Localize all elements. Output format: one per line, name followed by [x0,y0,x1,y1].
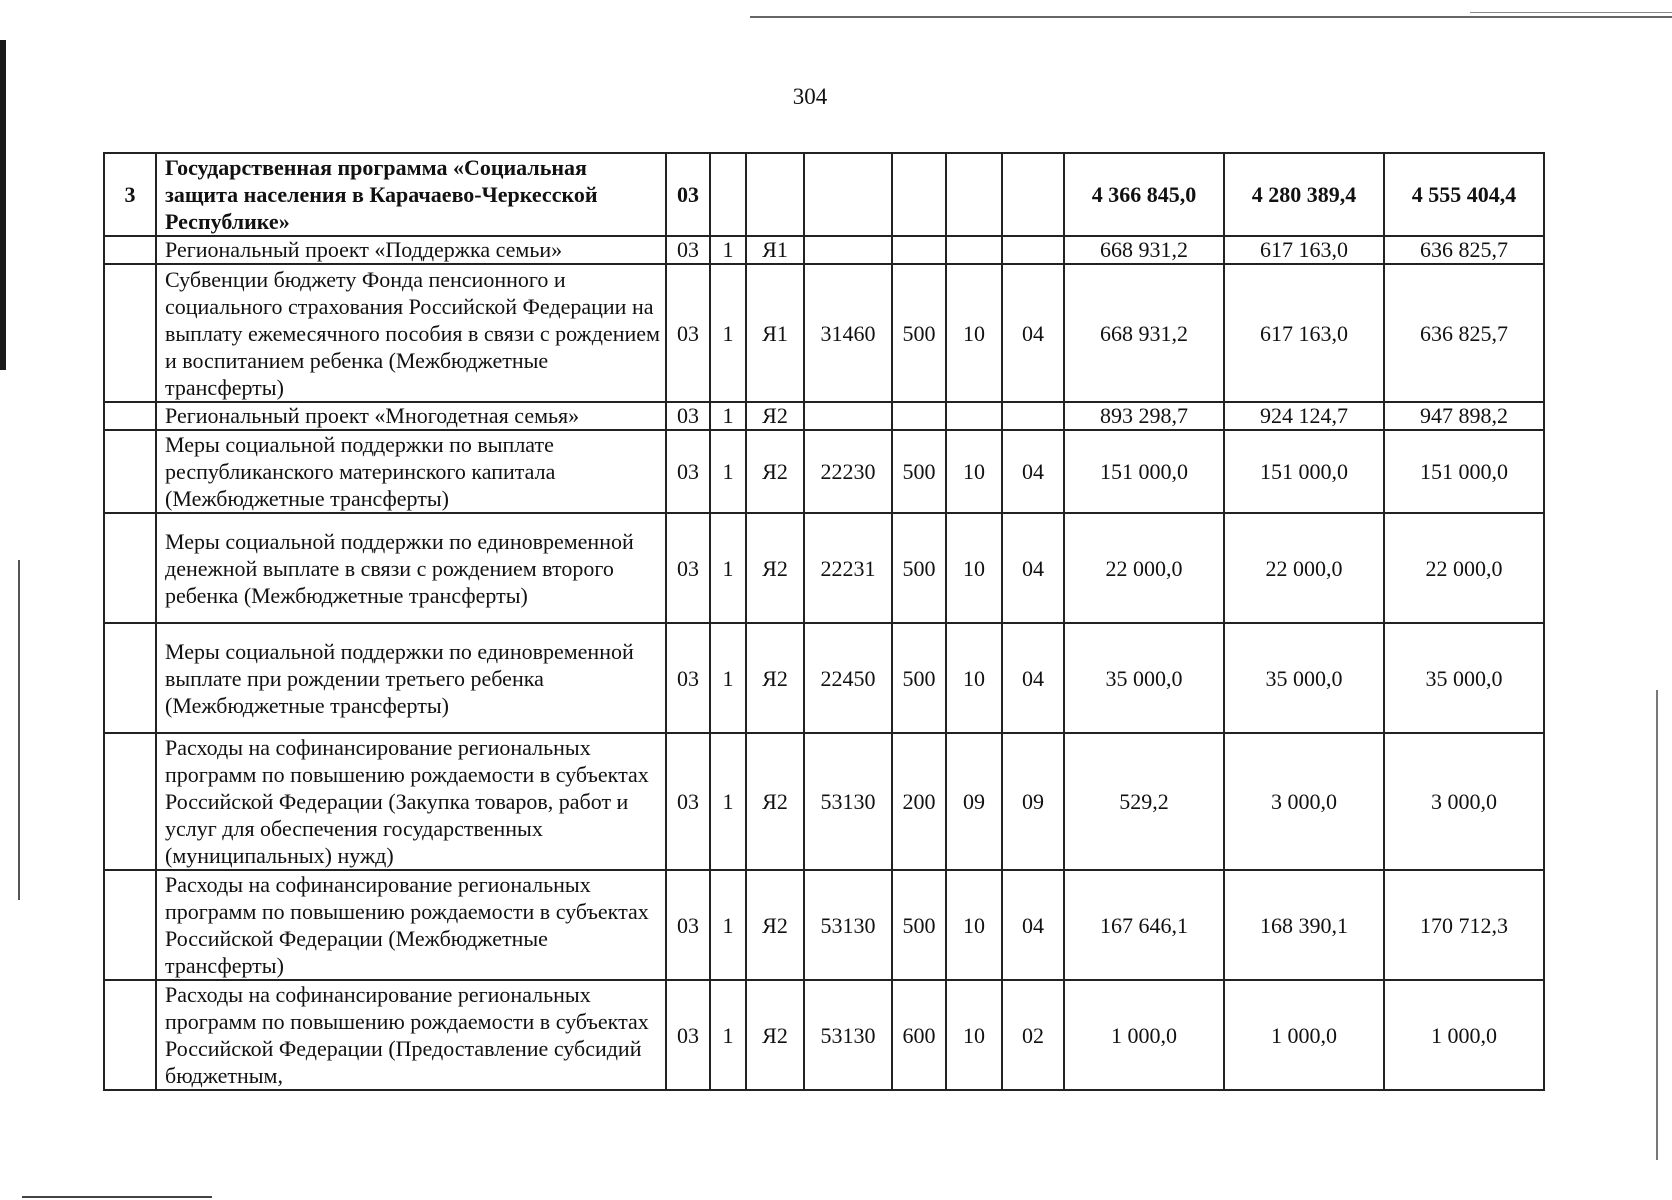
amount-year-3: 170 712,3 [1384,870,1544,980]
row-name: Региональный проект «Поддержка семьи» [156,236,666,264]
code-expense-type: 600 [892,980,946,1090]
code-section [946,236,1002,264]
row-number [104,623,156,733]
code-project [746,153,804,236]
amount-year-1: 668 931,2 [1064,236,1224,264]
code-direction: 22230 [804,430,892,513]
code-program: 03 [666,236,710,264]
row-name: Расходы на софинансирование региональных программ по повышению рождаемости в субъектах Российской Федерации (Межбюджетные трансферты) [156,870,666,980]
code-subprogram [710,153,746,236]
code-program: 03 [666,870,710,980]
code-expense-type [892,236,946,264]
amount-year-2: 22 000,0 [1224,513,1384,623]
budget-table [103,152,1545,1091]
row-number [104,513,156,623]
code-direction: 53130 [804,870,892,980]
code-program: 03 [666,264,710,402]
row-number [104,264,156,402]
table-row [104,513,1544,623]
row-number [104,236,156,264]
amount-year-1: 4 366 845,0 [1064,153,1224,236]
amount-year-1: 167 646,1 [1064,870,1224,980]
code-project: Я1 [746,236,804,264]
code-expense-type: 500 [892,430,946,513]
code-project: Я2 [746,513,804,623]
amount-year-3: 947 898,2 [1384,402,1544,430]
code-expense-type: 500 [892,623,946,733]
code-section: 10 [946,870,1002,980]
code-section: 10 [946,264,1002,402]
code-subprogram: 1 [710,236,746,264]
amount-year-1: 22 000,0 [1064,513,1224,623]
code-section [946,402,1002,430]
table-row [104,980,1544,1090]
scan-edge-line-right [1656,690,1658,1160]
code-subprogram: 1 [710,264,746,402]
code-subprogram: 1 [710,980,746,1090]
table-row [104,264,1544,402]
row-name: Меры социальной поддержки по выплате республиканского материнского капитала (Межбюджетные трансферты) [156,430,666,513]
code-project: Я2 [746,980,804,1090]
amount-year-1: 668 931,2 [1064,264,1224,402]
row-name: Меры социальной поддержки по единовременной выплате при рождении третьего ребенка (Межбюджетные трансферты) [156,623,666,733]
amount-year-1: 529,2 [1064,733,1224,870]
row-name: Региональный проект «Многодетная семья» [156,402,666,430]
code-direction: 22450 [804,623,892,733]
amount-year-1: 35 000,0 [1064,623,1224,733]
code-subsection [1002,402,1064,430]
row-number [104,870,156,980]
amount-year-3: 4 555 404,4 [1384,153,1544,236]
code-expense-type [892,153,946,236]
table-row [104,402,1544,430]
code-direction [804,236,892,264]
amount-year-2: 35 000,0 [1224,623,1384,733]
code-subprogram: 1 [710,402,746,430]
table-row [104,623,1544,733]
code-expense-type: 500 [892,513,946,623]
code-expense-type: 500 [892,870,946,980]
code-program: 03 [666,980,710,1090]
code-direction: 22231 [804,513,892,623]
amount-year-2: 1 000,0 [1224,980,1384,1090]
code-subsection: 04 [1002,513,1064,623]
code-subprogram: 1 [710,870,746,980]
row-name: Расходы на софинансирование региональных программ по повышению рождаемости в субъектах Российской Федерации (Закупка товаров, работ и услуг для обеспечения государственных (муниципальных) нужд) [156,733,666,870]
code-project: Я2 [746,733,804,870]
scan-margin-line [18,560,20,900]
code-subsection: 04 [1002,623,1064,733]
code-project: Я1 [746,264,804,402]
code-direction: 53130 [804,733,892,870]
code-program: 03 [666,513,710,623]
code-program: 03 [666,402,710,430]
code-section: 09 [946,733,1002,870]
code-subsection: 04 [1002,430,1064,513]
row-name: Расходы на софинансирование региональных программ по повышению рождаемости в субъектах Российской Федерации (Предоставление субсидий бюджетным, [156,980,666,1090]
code-subprogram: 1 [710,623,746,733]
table-row [104,236,1544,264]
amount-year-3: 22 000,0 [1384,513,1544,623]
amount-year-1: 151 000,0 [1064,430,1224,513]
scan-edge-line-top-secondary [1470,12,1672,13]
code-subsection: 04 [1002,870,1064,980]
code-subsection [1002,236,1064,264]
code-subprogram: 1 [710,733,746,870]
scan-edge-line-top [750,16,1672,18]
code-subprogram: 1 [710,430,746,513]
code-direction [804,402,892,430]
code-program: 03 [666,430,710,513]
code-expense-type: 500 [892,264,946,402]
code-direction [804,153,892,236]
code-section: 10 [946,513,1002,623]
amount-year-3: 151 000,0 [1384,430,1544,513]
table-row [104,733,1544,870]
code-program: 03 [666,623,710,733]
row-name: Государственная программа «Социальная защита населения в Карачаево-Черкесской Республике» [156,153,666,236]
code-subsection [1002,153,1064,236]
amount-year-2: 617 163,0 [1224,264,1384,402]
row-number [104,402,156,430]
code-project: Я2 [746,623,804,733]
amount-year-2: 151 000,0 [1224,430,1384,513]
code-section: 10 [946,980,1002,1090]
amount-year-2: 3 000,0 [1224,733,1384,870]
table-row [104,430,1544,513]
code-section [946,153,1002,236]
page-number: 304 [792,84,828,109]
row-number: 3 [104,153,156,236]
amount-year-2: 4 280 389,4 [1224,153,1384,236]
amount-year-3: 636 825,7 [1384,236,1544,264]
code-project: Я2 [746,430,804,513]
amount-year-1: 893 298,7 [1064,402,1224,430]
amount-year-3: 3 000,0 [1384,733,1544,870]
code-subsection: 02 [1002,980,1064,1090]
amount-year-3: 1 000,0 [1384,980,1544,1090]
code-program: 03 [666,733,710,870]
amount-year-3: 636 825,7 [1384,264,1544,402]
code-expense-type [892,402,946,430]
code-direction: 53130 [804,980,892,1090]
code-direction: 31460 [804,264,892,402]
code-subprogram: 1 [710,513,746,623]
code-section: 10 [946,430,1002,513]
code-section: 10 [946,623,1002,733]
code-subsection: 09 [1002,733,1064,870]
amount-year-1: 1 000,0 [1064,980,1224,1090]
code-project: Я2 [746,402,804,430]
code-subsection: 04 [1002,264,1064,402]
amount-year-2: 168 390,1 [1224,870,1384,980]
amount-year-2: 617 163,0 [1224,236,1384,264]
code-expense-type: 200 [892,733,946,870]
code-project: Я2 [746,870,804,980]
row-number [104,980,156,1090]
code-program: 03 [666,153,710,236]
row-name: Субвенции бюджету Фонда пенсионного и социального страхования Российской Федерации на выплату ежемесячного пособия в связи с рождением и воспитанием ребенка (Межбюджетные трансферты) [156,264,666,402]
table-row [104,153,1544,236]
table-row [104,870,1544,980]
row-name: Меры социальной поддержки по единовременной денежной выплате в связи с рождением второго ребенка (Межбюджетные трансферты) [156,513,666,623]
row-number [104,430,156,513]
row-number [104,733,156,870]
amount-year-3: 35 000,0 [1384,623,1544,733]
amount-year-2: 924 124,7 [1224,402,1384,430]
scan-edge-line-bottom [22,1196,212,1198]
